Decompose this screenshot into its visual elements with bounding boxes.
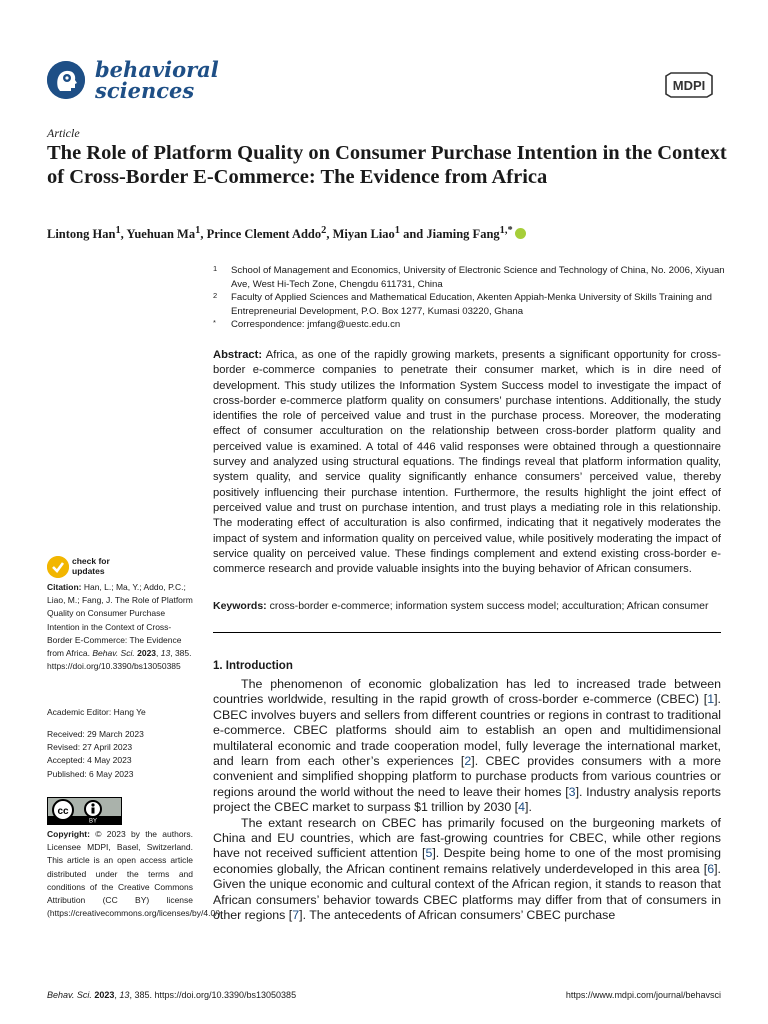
author-name: Jiaming Fang [426,227,500,242]
correspondence-text: Correspondence: jmfang@uestc.edu.cn [231,319,401,330]
citation-link[interactable]: 4 [518,800,525,815]
publisher-name: MDPI [672,78,706,93]
citation-link[interactable]: 1 [707,692,715,707]
article-title: The Role of Platform Quality on Consumer Purchase Intention in the Context of Cross-Border E-Commerce: The Evidence from Africa [47,142,727,188]
journal-title [95,59,219,101]
divider [213,632,721,633]
citation-journal: Behav. Sci. [92,648,135,659]
author-name: Lintong Han [47,227,116,242]
dates-block [47,728,193,781]
cc-by-license-icon[interactable] [47,797,122,825]
copyright-label: Copyright: [47,829,90,839]
accepted-date: Accepted: 4 May 2023 [47,755,132,766]
academic-editor: Academic Editor: Hang Ye [47,707,146,717]
publisher-logo [663,72,715,98]
abstract [213,348,721,577]
paragraph: The phenomenon of economic globalization has led to increased trade between countries worldwide, resulting in the rapid growth of cross-border e-commerce (CBEC) [1]. CBEC involves buyers and sellers from different countries or regions in contrast to traditional e-commerce. CBEC platforms should aim to establish an open and multidimensional multilateral economic and trade cooperation model, fully leverage the international market, and learn from each other’s experiences [2]. CBEC provides consumers with a more convenient and simplified shopping platform to purchase products from various countries or regions around the world without the need to leave their homes [3]. Industry analysis reports project the CBEC market to surpass $1 trillion by 2030 [4]. [213,677,721,815]
footer-citation: Behav. Sci. 2023, 13, 385. https://doi.org/10.3390/bs13050385 [47,990,297,1000]
check-line2: updates [72,566,105,576]
keywords-text: cross-border e-commerce; information system success model; acculturation; African consumer [269,600,709,612]
journal-title-line1: behavioral [95,57,219,82]
affiliation-item [213,291,728,318]
revised-date: Revised: 27 April 2023 [47,742,133,753]
check-line1: check for [72,556,110,566]
citation-link[interactable]: 3 [568,784,576,799]
keywords-label: Keywords: [213,600,267,612]
author-affiliation-mark: 1 [394,225,400,236]
abstract-label: Abstract: [213,349,263,361]
check-for-updates-icon[interactable] [47,556,69,578]
cc-by-label: BY [88,818,98,824]
footer-doi-link[interactable]: , 385. https://doi.org/10.3390/bs13050385 [129,990,297,1000]
citation-link[interactable]: 2 [464,754,472,769]
body-text [213,677,721,924]
affiliation-text: School of Management and Economics, University of Electronic Science and Technology of China, No. 2006, Xiyuan Ave, West Hi-Tech Zone, Chengdu 611731, China [231,265,725,290]
author-affiliation-mark: 1 [115,225,121,236]
svg-text:cc: cc [57,806,69,817]
author-name: Prince Clement Addo [206,227,322,242]
abstract-text: Africa, as one of the rapidly growing markets, presents a significant opportunity for cross-border e-commerce companies to penetrate their consumer market, which is in dire need of development. This study utilizes the Information System Success model to investigate the impact of cross-border e-commerce platform quality on consumers’ purchase intentions. Additionally, the study identifies the role of perceived value and trust in the purchase process. Moreover, the moderating effect of consumer acculturation on the relationship between cross-border platform quality and perceived value is examined. A total of 446 valid responses were obtained through a questionnaire survey and analyzed using structural equations. The findings reveal that platform information quality, system quality, and service quality significantly enhance consumers’ perceived value, thereby positively influencing their purchase intention. Furthermore, the results highlight the joint effect of perceived value and trust on purchase intention, and trust plays a mediating role in this relationship. The moderating effect of acculturation is also confirmed, indicating that it negatively moderates the impact of system and information quality on perceived value, while positively moderating the impact of service quality on perceived value. These findings complement and extend existing cross-border e-commerce research and provide valuable insights into the buying behavior of African consumers. [213,349,721,576]
copyright-block [47,828,223,920]
correspondence-item [213,318,728,332]
author-name: Yuehuan Ma [126,227,196,242]
citation-block: Citation: Han, L.; Ma, Y.; Addo, P.C.; Liao, M.; Fang, J. The Role of Platform Quality on Consumer Purchase Intention in the Context of Cross-Border E-Commerce: The Evidence from Africa. Behav. Sci. 2023, 13, 385. https://doi.org/10.3390/bs13050385 [47,582,193,672]
affiliation-list [213,264,728,332]
author-name: Miyan Liao [332,227,395,242]
citation-link[interactable]: 7 [292,908,300,923]
journal-logo-icon [47,61,85,99]
author-affiliation-mark: 2 [321,225,327,236]
citation-label: Citation: [47,582,82,592]
author-affiliation-mark: 1,* [499,225,513,236]
citation-link[interactable]: 6 [707,861,715,876]
orcid-icon[interactable] [515,228,526,239]
citation-link[interactable]: 5 [425,846,433,861]
citation-doi[interactable]: , 385. https://doi.org/10.3390/bs13050385 [47,648,192,672]
citation-volume: 13 [160,648,171,659]
keywords [213,600,728,612]
citation-year: 2023 [137,648,157,659]
published-date: Published: 6 May 2023 [47,768,134,779]
footer-journal-url[interactable]: https://www.mdpi.com/journal/behavsci [565,990,721,1000]
received-date: Received: 29 March 2023 [47,729,144,739]
article-type: Article [47,126,80,140]
affiliation-mark: 2 [213,291,218,300]
affiliation-mark: * [213,318,216,327]
journal-title-line2: sciences [95,78,195,103]
author-affiliation-mark: 1 [195,225,201,236]
check-for-updates-label[interactable] [72,556,110,576]
paragraph: The extant research on CBEC has primarily focused on the burgeoning markets of China and EU countries, which are fast-growing countries for CBEC, while other regions have not received sufficient attention [5]. Despite being home to one of the most promising economies globally, the African continent remains relatively underdeveloped in this area [6]. Given the unique economic and cultural context of the African region, it stands to reason that African consumers’ behavior towards CBEC platforms may differ from that of consumers in other regions [7]. The antecedents of African consumers’ CBEC purchase [213,815,722,923]
copyright-text: © 2023 by the authors. Licensee MDPI, Basel, Switzerland. This article is an open access article distributed under the terms and conditions of the Creative Commons Attribution (CC BY) license (https://creativecommons.org/licenses/by/4.0/). [47,829,223,919]
citation-text: Han, L.; Ma, Y.; Addo, P.C.; Liao, M.; Fang, J. The Role of Platform Quality on Consumer Purchase Intention in the Context of Cross-Border E-Commerce: The Evidence from Africa. [47,582,193,659]
affiliation-mark: 1 [213,264,218,273]
affiliation-item [213,264,728,291]
author-list: Lintong Han$^1$, Yuehuan Ma$^1$, Prince Clement Addo$^2$, Miyan Liao$^1$ and Jiaming Fang$^{1,*}$ [47,225,727,242]
section-heading: 1. Introduction [213,660,293,672]
affiliation-text: Faculty of Applied Sciences and Mathematical Education, Akenten Appiah-Menka University of Skills Training and Entrepreneurial Development, P.O. Box 1277, Kumasi 03220, Ghana [231,292,713,317]
